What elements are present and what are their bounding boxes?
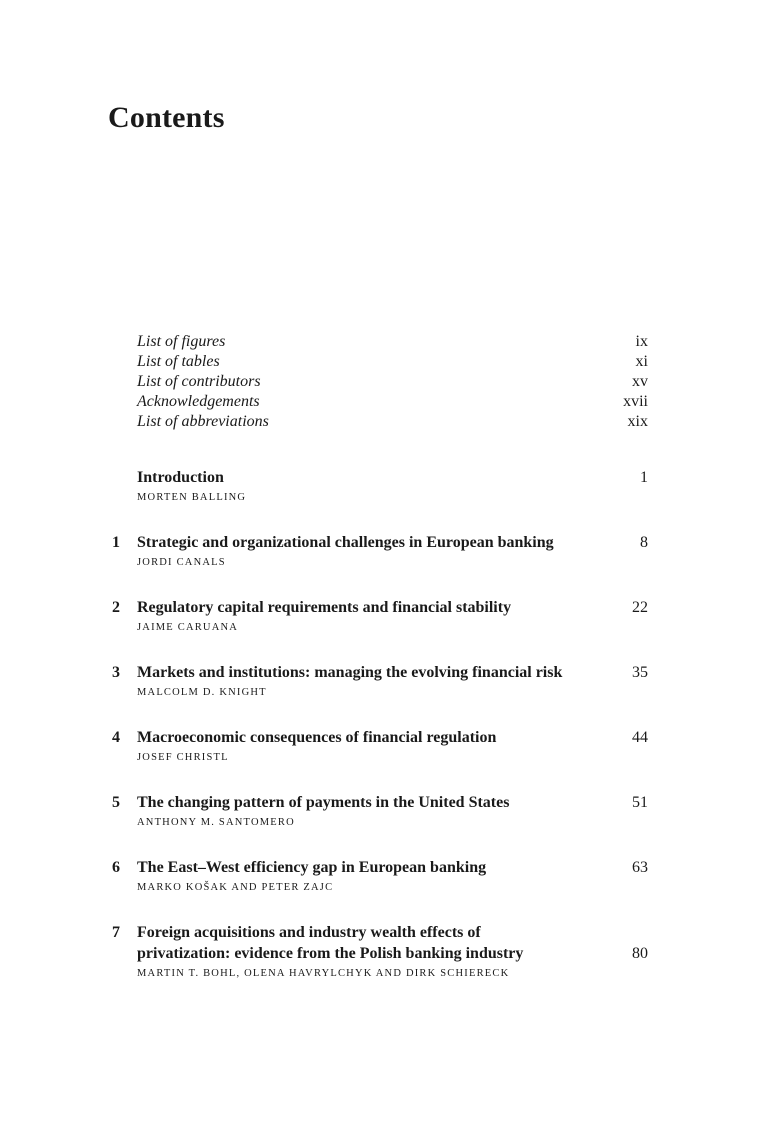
chapter-author: MALCOLM D. KNIGHT: [137, 687, 267, 698]
chapter-number: 2: [112, 599, 120, 616]
chapter-page: 63: [632, 859, 648, 876]
chapter-page: 8: [640, 534, 648, 551]
page-title: Contents: [108, 101, 225, 134]
chapter-author: ANTHONY M. SANTOMERO: [137, 817, 295, 828]
front-matter-page: xi: [635, 353, 648, 370]
chapter-author: JAIME CARUANA: [137, 622, 239, 633]
chapter-page: 35: [632, 664, 648, 681]
chapter-number: 3: [112, 664, 120, 681]
toc-entry-chapter-6[interactable]: [112, 857, 648, 895]
front-matter-item[interactable]: [137, 332, 648, 352]
chapter-author: MARTIN T. BOHL, OLENA HAVRYLCHYK AND DIRK SCHIERECK: [137, 968, 510, 979]
front-matter-page: ix: [635, 333, 648, 350]
front-matter-page: xvii: [623, 393, 648, 410]
chapter-number: 7: [112, 924, 120, 941]
front-matter-label: List of tables: [137, 353, 220, 370]
chapter-page: 51: [632, 794, 648, 811]
front-matter-list: [137, 332, 648, 432]
front-matter-item[interactable]: [137, 412, 648, 432]
chapter-page: 1: [640, 469, 648, 486]
chapter-title: Strategic and organizational challenges in European banking: [137, 534, 554, 551]
chapter-author: MORTEN BALLING: [137, 492, 247, 503]
chapter-number: 6: [112, 859, 120, 876]
front-matter-label: List of figures: [137, 333, 226, 350]
toc-entry-chapter-5[interactable]: [112, 792, 648, 830]
front-matter-item[interactable]: [137, 372, 648, 392]
chapter-page: 80: [632, 945, 648, 962]
chapter-number: 5: [112, 794, 120, 811]
chapter-title: The changing pattern of payments in the United States: [137, 794, 510, 811]
front-matter-page: xv: [632, 373, 648, 390]
chapter-author: JORDI CANALS: [137, 557, 226, 568]
chapter-title: Regulatory capital requirements and financial stability: [137, 599, 512, 616]
front-matter-item[interactable]: [137, 352, 648, 372]
chapter-page: 44: [632, 729, 648, 746]
front-matter-page: xix: [627, 413, 648, 430]
front-matter-label: List of abbreviations: [137, 413, 269, 430]
toc-entry-chapter-4[interactable]: [112, 727, 648, 765]
chapter-author: JOSEF CHRISTL: [137, 752, 229, 763]
toc-entry-chapter-1[interactable]: [112, 532, 648, 570]
toc-entry-chapter-3[interactable]: [112, 662, 648, 700]
toc-entry-chapter-7[interactable]: [112, 922, 648, 981]
front-matter-label: List of contributors: [137, 373, 261, 390]
front-matter-label: Acknowledgements: [137, 393, 260, 410]
chapter-author: MARKO KOŠAK AND PETER ZAJC: [137, 882, 334, 893]
chapter-title: Foreign acquisitions and industry wealth effects of: [137, 924, 481, 941]
toc-entry-introduction[interactable]: [112, 467, 648, 505]
chapter-title: The East–West efficiency gap in European banking: [137, 859, 487, 876]
chapter-title-continued: privatization: evidence from the Polish banking industry: [137, 945, 524, 962]
chapter-title: Macroeconomic consequences of financial regulation: [137, 729, 497, 746]
front-matter-item[interactable]: [137, 392, 648, 412]
chapter-number: 4: [112, 729, 120, 746]
chapter-number: 1: [112, 534, 120, 551]
chapter-title: Markets and institutions: managing the evolving financial risk: [137, 664, 563, 681]
chapter-title: Introduction: [137, 469, 224, 486]
chapter-page: 22: [632, 599, 648, 616]
toc-entry-chapter-2[interactable]: [112, 597, 648, 635]
